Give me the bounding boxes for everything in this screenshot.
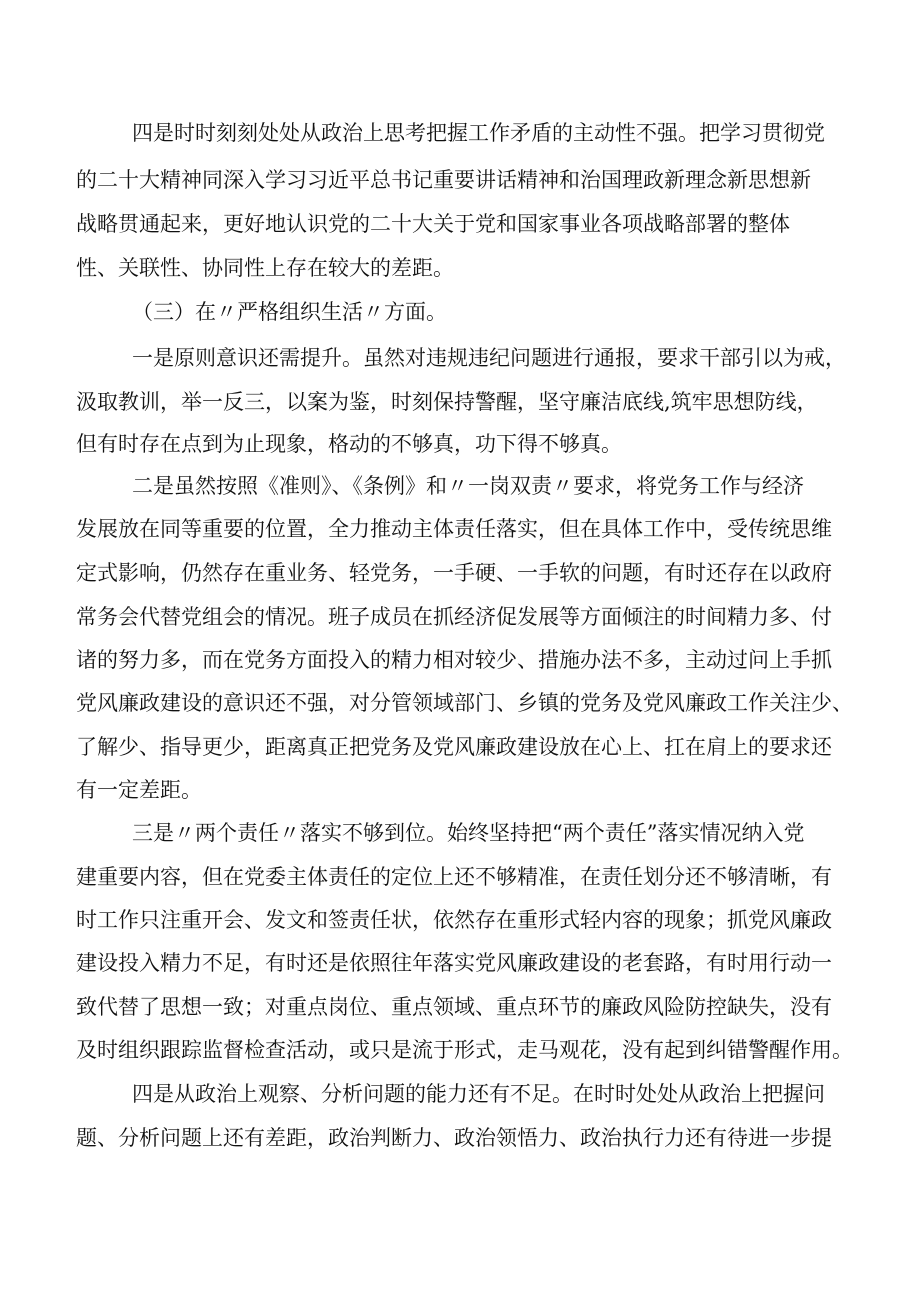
text-line: 定式影响，仍然存在重业务、轻党务，一手硬、一手软的问题，有时还存在以政府 [76,561,832,585]
text-line: 的二十大精神同深入学习习近平总书记重要讲话精神和治国理政新理念新思想新 [76,168,811,192]
text-line: 致代替了思想一致；对重点岗位、重点领域、重点环节的廉政风险防控缺失，没有 [76,995,832,1019]
text-line: 了解少、指导更少，距离真正把党务及党风廉政建设放在心上、扛在肩上的要求还 [76,735,832,759]
section-heading: （三）在〃严格组织生活〃方面。 [132,300,447,324]
text-line: 建设投入精力不足，有时还是依照往年落实党风廉政建设的老套路，有时用行动一 [76,951,832,975]
text-line: 二是虽然按照《准则》、《条例》和〃一岗双责〃要求，将党务工作与经济 [132,474,804,498]
text-line: 时工作只注重开会、发文和签责任状，依然存在重形式轻内容的现象；抓党风廉政 [76,908,832,932]
text-line: 诸的努力多，而在党务方面投入的精力相对较少、措施办法不多，主动过问上手抓 [76,648,832,672]
text-line: 四是从政治上观察、分析问题的能力还有不足。在时时处处从政治上把握问 [132,1082,825,1106]
text-line: 汲取教训，举一反三，以案为鉴，时刻保持警醒，坚守廉洁底线,筑牢思想防线， [76,390,818,414]
text-line: 但有时存在点到为止现象，格动的不够真，功下得不够真。 [76,432,622,456]
text-line: 建重要内容，但在党委主体责任的定位上还不够精准，在责任划分还不够清晰，有 [76,865,832,889]
text-line: 三是〃两个责任〃落实不够到位。始终坚持把“两个责任”落实情况纳入党 [132,821,805,845]
text-line: 一是原则意识还需提升。虽然对违规违纪问题进行通报，要求干部引以为戒， [132,346,846,370]
text-line: 常务会代替党组会的情况。班子成员在抓经济促发展等方面倾注的时间精力多、付 [76,605,832,629]
text-line: 有一定差距。 [76,778,202,802]
text-line: 及时组织跟踪监督检查活动，或只是流于形式，走马观花，没有起到纠错警醒作用。 [76,1038,853,1062]
text-line: 四是时时刻刻处处从政治上思考把握工作矛盾的主动性不强。把学习贯彻党 [132,121,825,145]
text-line: 发展放在同等重要的位置，全力推动主体责任落实，但在具体工作中，受传统思维 [76,517,832,541]
text-line: 党风廉政建设的意识还不强，对分管领域部门、乡镇的党务及党风廉政工作关注少、 [76,691,853,715]
text-line: 性、关联性、协同性上存在较大的差距。 [76,256,454,280]
text-line: 战略贯通起来，更好地认识党的二十大关于党和国家事业各项战略部署的整体 [76,212,790,236]
text-line: 题、分析问题上还有差距，政治判断力、政治领悟力、政治执行力还有待进一步提 [76,1126,832,1150]
